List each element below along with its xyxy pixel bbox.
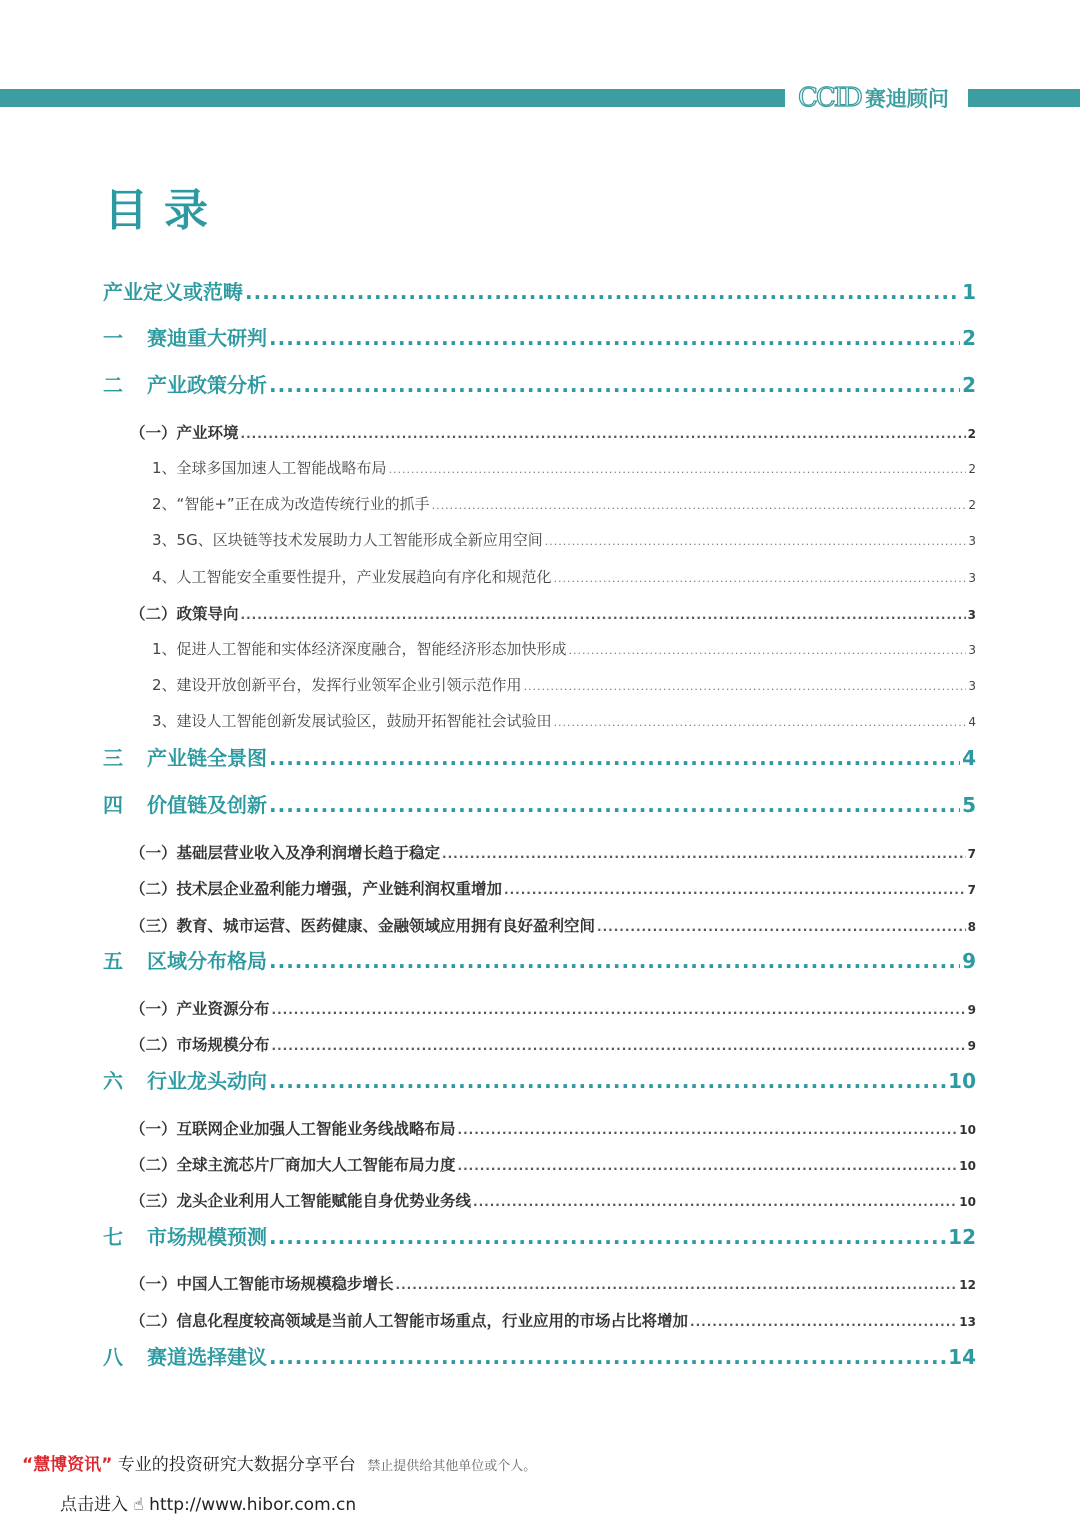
toc-leader-dots — [241, 608, 966, 622]
toc-entry-page: 4 — [968, 715, 976, 729]
toc-entry-page: 12 — [948, 1225, 976, 1249]
toc-entry-level2[interactable] — [130, 1309, 976, 1331]
toc-leader-dots — [569, 644, 967, 657]
toc-entry-text: “智能+”正在成为改造传统行业的抓手 — [176, 495, 430, 513]
toc-entry-text: 区域分布格局 — [147, 949, 267, 973]
toc-leader-dots — [473, 1195, 957, 1209]
toc-entry-text: 信息化程度较高领域是当前人工智能市场重点，行业应用的市场占比将增加 — [176, 1312, 689, 1330]
toc-leader-dots — [554, 572, 967, 585]
toc-entry-text: 中国人工智能市场规模稳步增长 — [176, 1275, 394, 1293]
toc-entry-number: 三 — [103, 746, 123, 770]
toc-entry-text: 产业政策分析 — [147, 373, 267, 397]
toc-entry-level1[interactable] — [103, 742, 976, 772]
toc-entry-level2[interactable] — [130, 841, 976, 863]
toc-entry-page: 13 — [959, 1315, 976, 1329]
toc-entry-text: 产业资源分布 — [176, 1000, 270, 1018]
toc-leader-dots — [432, 499, 967, 512]
toc-entry-number: 二 — [103, 373, 123, 397]
toc-entry-text: 建设人工智能创新发展试验区，鼓励开拓智能社会试验田 — [176, 712, 552, 730]
header-bar-right — [968, 89, 1080, 107]
toc-entry-number: （二） — [130, 880, 177, 898]
toc-leader-dots — [245, 280, 960, 304]
toc-entry-page: 7 — [967, 847, 976, 861]
toc-entry-page: 3 — [968, 643, 976, 657]
toc-entry-number: 3、 — [152, 531, 177, 549]
toc-leader-dots — [269, 949, 960, 973]
footer-click-label: 点击进入 — [60, 1495, 128, 1515]
toc-leader-dots — [524, 680, 967, 693]
toc-entry-number: （二） — [130, 605, 177, 623]
toc-entry-number: 4、 — [152, 568, 177, 586]
toc-entry-number: （一） — [130, 1275, 177, 1293]
toc-entry-number: 2、 — [152, 495, 177, 513]
toc-entry-level2[interactable] — [130, 602, 976, 624]
toc-entry-number: 1、 — [152, 459, 177, 477]
toc-entry-text: 建设开放创新平台，发挥行业领军企业引领示范作用 — [176, 676, 522, 694]
toc-entry-text: 全球多国加速人工智能战略布局 — [176, 459, 387, 477]
toc-leader-dots — [272, 1003, 966, 1017]
toc-entry-text: 产业定义或范畴 — [103, 280, 243, 304]
footer-url-link[interactable]: http://www.hibor.com.cn — [149, 1495, 357, 1515]
toc-entry-level3[interactable] — [152, 493, 976, 515]
toc-entry-number: （三） — [130, 1192, 177, 1210]
toc-entry-level3[interactable] — [152, 638, 976, 660]
toc-entry-page: 3 — [968, 571, 976, 585]
toc-entry-page: 10 — [948, 1069, 976, 1093]
toc-entry-number: （一） — [130, 1000, 177, 1018]
toc-entry-number: 一 — [103, 326, 123, 350]
toc-entry-page: 2 — [968, 462, 976, 476]
toc-leader-dots — [269, 1345, 946, 1369]
toc-entry-level1[interactable] — [103, 322, 976, 352]
toc-entry-level2[interactable] — [130, 1153, 976, 1175]
toc-leader-dots — [690, 1315, 957, 1329]
toc-entry-number: （二） — [130, 1036, 177, 1054]
hand-pointer-icon: ☝ — [133, 1495, 144, 1515]
toc-entry-text: 促进人工智能和实体经济深度融合，智能经济形态加快形成 — [176, 640, 567, 658]
toc-entry-page: 9 — [967, 1003, 976, 1017]
toc-entry-level1[interactable] — [103, 1221, 976, 1251]
toc-entry-level3[interactable] — [152, 674, 976, 696]
toc-entry-text: 人工智能安全重要性提升，产业发展趋向有序化和规范化 — [176, 568, 552, 586]
toc-entry-level2[interactable] — [130, 997, 976, 1019]
toc-entry-level2[interactable] — [130, 1272, 976, 1294]
toc-leader-dots — [272, 1039, 966, 1053]
toc-entry-level1[interactable] — [103, 1341, 976, 1371]
toc-entry-text: 基础层营业收入及净利润增长趋于稳定 — [176, 844, 441, 862]
toc-leader-dots — [554, 716, 967, 729]
toc-entry-page: 10 — [959, 1195, 976, 1209]
toc-entry-number: 七 — [103, 1225, 123, 1249]
footer-link-line — [60, 1490, 356, 1515]
toc-leader-dots — [597, 920, 966, 934]
toc-entry-page: 9 — [962, 949, 976, 973]
toc-entry-level1[interactable] — [103, 369, 976, 399]
toc-entry-level2[interactable] — [130, 1189, 976, 1211]
toc-entry-page: 3 — [968, 679, 976, 693]
toc-entry-level1[interactable] — [103, 789, 976, 819]
toc-entry-text: 产业环境 — [176, 424, 239, 442]
toc-entry-number: 五 — [103, 949, 123, 973]
footer-slogan: 专业的投资研究大数据分享平台 — [117, 1455, 356, 1475]
toc-leader-dots — [269, 1225, 946, 1249]
toc-entry-number: 1、 — [152, 640, 177, 658]
toc-entry-level2[interactable] — [130, 421, 976, 443]
footer-notice: 禁止提供给其他单位或个人。 — [367, 1459, 537, 1474]
toc-leader-dots — [241, 427, 966, 441]
toc-entry-level2[interactable] — [130, 914, 976, 936]
toc-entry-text: 赛道选择建议 — [147, 1345, 267, 1369]
footer-brand[interactable]: 慧博资讯 — [33, 1455, 102, 1475]
toc-leader-dots — [269, 1069, 946, 1093]
toc-entry-number: （一） — [130, 1120, 177, 1138]
toc-entry-number: 2、 — [152, 676, 177, 694]
toc-entry-text: 教育、城市运营、医药健康、金融领域应用拥有良好盈利空间 — [176, 917, 596, 935]
toc-entry-level2[interactable] — [130, 877, 976, 899]
toc-entry-page: 10 — [959, 1123, 976, 1137]
toc-entry-page: 14 — [948, 1345, 976, 1369]
footer-quote-open: “ — [22, 1455, 34, 1475]
brand-logo-latin: CCID — [798, 83, 861, 113]
toc-entry-level1[interactable] — [103, 276, 976, 306]
toc-entry-page: 10 — [959, 1159, 976, 1173]
toc-entry-level3[interactable] — [152, 566, 976, 588]
toc-entry-number: （一） — [130, 844, 177, 862]
toc-entry-number: 八 — [103, 1345, 123, 1369]
toc-leader-dots — [269, 793, 960, 817]
toc-entry-number: （一） — [130, 424, 177, 442]
toc-leader-dots — [545, 535, 967, 548]
toc-leader-dots — [396, 1278, 958, 1292]
toc-entry-page: 4 — [962, 746, 976, 770]
toc-entry-text: 产业链全景图 — [147, 746, 267, 770]
toc-entry-number: 3、 — [152, 712, 177, 730]
toc-entry-page: 2 — [967, 427, 976, 441]
page-title: 目录 — [104, 185, 224, 236]
toc-entry-number: 四 — [103, 793, 123, 817]
toc-entry-page: 1 — [962, 280, 976, 304]
toc-entry-text: 互联网企业加强人工智能业务线战略布局 — [176, 1120, 456, 1138]
toc-entry-level2[interactable] — [130, 1117, 976, 1139]
toc-entry-number: （三） — [130, 917, 177, 935]
toc-leader-dots — [269, 326, 960, 350]
toc-entry-text: 价值链及创新 — [147, 793, 267, 817]
toc-entry-page: 8 — [967, 920, 976, 934]
toc-entry-number: 六 — [103, 1069, 123, 1093]
toc-entry-page: 5 — [962, 793, 976, 817]
header-bar-left — [0, 89, 785, 107]
toc-leader-dots — [389, 463, 967, 476]
toc-entry-page: 3 — [968, 534, 976, 548]
brand-logo-cn: 赛迪顾问 — [864, 87, 949, 111]
toc-entry-text: 政策导向 — [176, 605, 239, 623]
toc-entry-page: 3 — [967, 608, 976, 622]
toc-entry-text: 5G、区块链等技术发展助力人工智能形成全新应用空间 — [176, 531, 543, 549]
toc-entry-text: 龙头企业利用人工智能赋能自身优势业务线 — [176, 1192, 472, 1210]
toc-entry-text: 技术层企业盈利能力增强，产业链利润权重增加 — [176, 880, 503, 898]
toc-entry-text: 市场规模分布 — [176, 1036, 270, 1054]
toc-entry-level3[interactable] — [152, 529, 976, 551]
toc-leader-dots — [269, 373, 960, 397]
toc-entry-page: 9 — [967, 1039, 976, 1053]
toc-entry-text: 市场规模预测 — [147, 1225, 267, 1249]
toc-leader-dots — [458, 1159, 958, 1173]
toc-entry-number: （二） — [130, 1312, 177, 1330]
toc-entry-text: 全球主流芯片厂商加大人工智能布局力度 — [176, 1156, 456, 1174]
toc-entry-page: 2 — [962, 326, 976, 350]
toc-entry-text: 赛迪重大研判 — [147, 326, 267, 350]
toc-entry-level2[interactable] — [130, 1033, 976, 1055]
toc-entry-level1[interactable] — [103, 945, 976, 975]
toc-entry-page: 2 — [968, 498, 976, 512]
toc-entry-page: 2 — [962, 373, 976, 397]
toc-entry-text: 行业龙头动向 — [147, 1069, 267, 1093]
toc-entry-level3[interactable] — [152, 457, 976, 479]
brand-logo — [798, 80, 949, 116]
toc-entry-number: （二） — [130, 1156, 177, 1174]
footer-line — [22, 1450, 536, 1475]
footer-quote-close: ” — [101, 1455, 113, 1475]
toc-entry-page: 7 — [967, 883, 976, 897]
toc-leader-dots — [269, 746, 960, 770]
toc-leader-dots — [504, 883, 966, 897]
toc-leader-dots — [442, 847, 966, 861]
toc-entry-level3[interactable] — [152, 710, 976, 732]
toc-leader-dots — [458, 1123, 958, 1137]
toc-entry-page: 12 — [959, 1278, 976, 1292]
toc-entry-level1[interactable] — [103, 1065, 976, 1095]
